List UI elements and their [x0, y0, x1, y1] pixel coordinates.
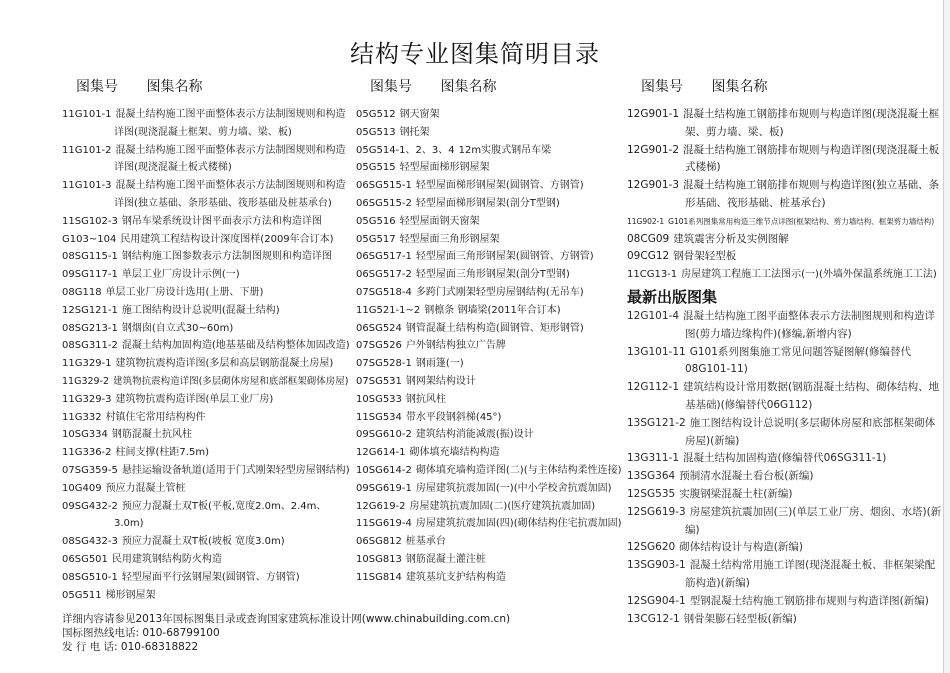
- catalog-entry: [356, 373, 624, 391]
- entry-code: 09SG117-1: [62, 269, 118, 281]
- catalog-entry: [627, 379, 942, 415]
- entry-code: 11G329-3: [62, 393, 112, 405]
- entry-name: 12m实腹式钢吊车梁: [458, 144, 552, 156]
- entry-code: 07SG528-1: [356, 358, 412, 370]
- catalog-entry: [62, 498, 350, 534]
- entry-name: 混凝土结构施工图平面整体表示方法制图规则和构造详图(现浇混凝土板式楼梯): [114, 144, 346, 174]
- entry-name: 房屋建筑工程施工工法图示(一)(外墙外保温系统施工工法): [681, 269, 937, 281]
- entry-name: 户外钢结构独立广告牌: [405, 340, 506, 352]
- entry-code: 12SG121-1: [62, 304, 118, 316]
- entry-code: 09SG610-2: [356, 429, 412, 441]
- entry-code: 11G101-1: [62, 109, 112, 120]
- catalog-entry: [627, 231, 942, 249]
- header-name: 图集名称: [146, 79, 203, 95]
- entry-code: 12G101-4: [627, 309, 680, 322]
- entry-name: 轻型屋面钢天窗架: [399, 215, 480, 227]
- entry-name: 混凝土结构施工钢筋排布规则与构造详图(现浇混凝土框架、剪力墙、梁、板): [683, 108, 940, 138]
- catalog-entry: [627, 142, 942, 178]
- catalog-entry: [62, 569, 350, 587]
- entry-code: 06SG515-1: [356, 180, 412, 192]
- hotline-label: 国标图热线电话:: [62, 627, 140, 639]
- catalog-entry: [356, 355, 624, 373]
- entry-name: 钢吊车梁系统设计图平面表示方法和构造详图: [121, 215, 322, 227]
- catalog-entry: [62, 284, 350, 302]
- entry-code: 06SG515-2: [356, 197, 412, 209]
- entry-name: 钢网架结构设计: [405, 375, 476, 387]
- catalog-entry: [627, 344, 942, 380]
- entry-name: 柱间支撑(柱距7.5m): [115, 447, 209, 459]
- catalog-entry: [356, 320, 624, 338]
- footer-note: 详细内容请参见2013年国标图集目录或查询国家建筑标准设计网(www.chinabuilding.com.cn): [62, 613, 511, 625]
- catalog-entry: [356, 569, 624, 587]
- entry-code: 09SG619-1: [356, 482, 412, 494]
- header-name: 图集名称: [440, 79, 497, 95]
- catalog-column-3: [627, 76, 942, 628]
- entry-name: 建筑物抗震构造详图(多层砌体房屋和底部框架砌体房屋): [113, 375, 349, 387]
- column-header: [356, 76, 624, 106]
- entry-code: 10SG533: [356, 393, 402, 405]
- entry-name: 钢抗风柱: [405, 393, 446, 405]
- entry-code: 05G514-1、2、3、4: [356, 144, 455, 156]
- entry-code: 13SG903-1: [627, 559, 686, 572]
- entry-name: G101系列图集常用构造三维节点详图(框架结构、剪力墙结构、框架剪力墙结构): [668, 216, 935, 226]
- entry-code: 12SG620: [627, 541, 676, 554]
- entry-name: 钢筋混凝土抗风柱: [111, 429, 192, 441]
- header-code: 图集号: [641, 79, 683, 95]
- sales-label: 发 行 电 话:: [62, 641, 118, 653]
- entry-code: 11G329-2: [62, 375, 110, 387]
- entry-name: 轻型屋面三角形钢屋架: [399, 233, 500, 245]
- catalog-entry: [356, 142, 624, 160]
- catalog-entry: [356, 159, 624, 177]
- catalog-entry: [356, 480, 624, 498]
- entry-code: G103~104: [62, 233, 117, 245]
- entry-code: 11G521-1~2: [356, 304, 421, 316]
- entry-name: 轻型屋面梯形钢屋架(圆钢管、方钢管): [415, 180, 584, 192]
- entry-code: 11SG619-4: [356, 518, 412, 530]
- catalog-entry: [627, 593, 942, 611]
- entry-code: 13G311-1: [627, 452, 680, 465]
- entry-code: 10SG813: [356, 553, 402, 565]
- catalog-column-2: [356, 76, 624, 587]
- entry-name: 带水平段钢斜梯(45°): [405, 411, 502, 423]
- entry-name: 钢结构施工图参数表示方法制图规则和构造详图: [121, 251, 332, 263]
- entry-name: 钢檩条 钢墙梁(2011年合订本): [424, 304, 561, 316]
- entry-code: 06SG524: [356, 322, 402, 334]
- catalog-column-1: [62, 76, 350, 604]
- entry-code: 13G101-11: [627, 345, 686, 358]
- catalog-entry: [62, 444, 350, 462]
- hotline-number: 010-68799100: [142, 627, 220, 639]
- entry-code: 11CG13-1: [627, 269, 678, 281]
- catalog-entry: [62, 373, 350, 391]
- entry-list: [356, 106, 624, 587]
- entry-code: 08G118: [62, 286, 102, 298]
- entry-name: 施工图结构设计总说明(混凝土结构): [121, 304, 280, 316]
- entry-name: 建筑物抗震构造详图(多层和高层钢筋混凝土房屋): [115, 358, 334, 370]
- catalog-entry: [356, 551, 624, 569]
- entry-name: 桩基承台: [405, 536, 446, 548]
- entry-code: 12G901-1: [627, 108, 680, 120]
- entry-name: 建筑震害分析及实例图解: [673, 232, 789, 245]
- catalog-entry: [627, 486, 942, 504]
- entry-code: 06SG501: [62, 553, 108, 565]
- entry-name: 砌体填充墙结构构造: [409, 447, 500, 459]
- catalog-entry: [356, 177, 624, 195]
- entry-name: 钢烟囱(自立式30~60m): [121, 322, 234, 334]
- entry-name: 混凝土结构常用施工详图(现浇混凝土板、非框架梁配筋构造)(新编): [685, 559, 936, 589]
- entry-name: 预制清水混凝土看台板(新编): [679, 470, 814, 483]
- catalog-entry: [62, 462, 350, 480]
- catalog-entry: [627, 106, 942, 142]
- entry-name: 混凝土结构施工图平面整体表示方法制图规则和构造详图(现浇混凝土框架、剪力墙、梁、板): [114, 109, 346, 138]
- header-code: 图集号: [370, 79, 412, 95]
- catalog-entry: [62, 266, 350, 284]
- entry-code: 08SG510-1: [62, 571, 118, 583]
- entry-name: 混凝土结构施工图平面整体表示方法制图规则和构造详图(剪力墙边缘构件)(修编,新增内容): [683, 309, 936, 340]
- entry-code: 10SG614-2: [356, 464, 412, 476]
- catalog-entry: [62, 480, 350, 498]
- entry-name: 混凝土结构施工钢筋排布规则与构造详图(独立基础、条形基础、筏形基础、桩基承台): [683, 179, 940, 209]
- catalog-entry: [356, 498, 624, 516]
- catalog-entry: [356, 266, 624, 284]
- entry-name: 混凝土结构施工钢筋排布规则与构造详图(现浇混凝土板式楼梯): [683, 143, 940, 174]
- entry-code: 08SG311-2: [62, 340, 118, 352]
- entry-code: 12G614-1: [356, 447, 406, 459]
- catalog-entry: [62, 177, 350, 213]
- entry-code: 05G512: [356, 109, 396, 120]
- catalog-entry: [356, 124, 624, 142]
- catalog-entry: [356, 195, 624, 213]
- entry-code: 11G336-2: [62, 447, 112, 459]
- catalog-entry: [356, 106, 624, 124]
- entry-name: 钢管混凝土结构构造(圆钢管、矩形钢管): [405, 322, 584, 334]
- entry-list: [627, 106, 942, 284]
- catalog-entry: [356, 409, 624, 427]
- column-header: [62, 76, 350, 106]
- entry-name: 钢天窗架: [399, 109, 440, 120]
- entry-code: 10SG334: [62, 429, 108, 441]
- entry-name: 房屋建筑抗震加固(一)(中小学校舍抗震加固): [415, 482, 612, 494]
- catalog-entry: [62, 355, 350, 373]
- catalog-entry: [356, 426, 624, 444]
- entry-name: 房屋建筑抗震加固(二)(医疗建筑抗震加固): [409, 500, 596, 512]
- entry-code: 08CG09: [627, 232, 670, 245]
- catalog-entry: [62, 391, 350, 409]
- entry-name: 施工图结构设计总说明(多层砌体房屋和底部框架砌体房屋)(新编): [685, 416, 936, 447]
- catalog-entry: [356, 391, 624, 409]
- catalog-entry: [62, 337, 350, 355]
- entry-code: 07SG359-5: [62, 464, 118, 476]
- entry-name: 民用建筑工程结构设计深度图样(2009年合订本): [120, 233, 334, 245]
- entry-code: 13CG12-1: [627, 612, 680, 625]
- sales-row: [62, 640, 510, 654]
- catalog-entry: [627, 450, 942, 468]
- entry-code: 07SG518-4: [356, 286, 412, 298]
- entry-name: 梯形钢屋架: [105, 589, 156, 601]
- entry-code: 07SG531: [356, 375, 402, 387]
- catalog-entry: [356, 515, 624, 533]
- entry-name: 建筑物抗震构造详图(单层工业厂房): [115, 393, 274, 405]
- entry-name: 建筑结构设计常用数据(钢筋混凝土结构、砌体结构、地基基础)(修编替代06G112): [683, 381, 940, 411]
- entry-name: 钢托架: [399, 126, 430, 138]
- entry-code: 11SG102-3: [62, 215, 118, 227]
- entry-code: 06SG517-1: [356, 251, 412, 263]
- catalog-entry: [627, 308, 942, 344]
- catalog-entry: [356, 337, 624, 355]
- entry-code: 06SG812: [356, 536, 402, 548]
- catalog-entry: [356, 462, 624, 480]
- catalog-entry: [627, 504, 942, 540]
- entry-name: 混凝土结构加固构造(地基基础及结构整体加固改造): [121, 340, 350, 352]
- entry-code: 05G513: [356, 126, 396, 138]
- entry-name: 悬挂运输设备轨道(适用于门式刚架轻型房屋钢结构): [121, 464, 350, 476]
- entry-code: 05G516: [356, 215, 396, 227]
- catalog-entry: [627, 415, 942, 451]
- entry-code: 12G901-3: [627, 179, 680, 192]
- entry-name: 钢骨架轻型板: [673, 250, 737, 263]
- catalog-entry: [356, 284, 624, 302]
- entry-name: 混凝土结构施工图平面整体表示方法制图规则和构造详图(独立基础、条形基础、筏形基础及桩基承台): [114, 180, 346, 209]
- entry-name: 预应力混凝土双T板(平板,宽度2.0m、2.4m、3.0m): [114, 500, 327, 530]
- header-code: 图集号: [76, 79, 118, 95]
- entry-code: 11SG814: [356, 571, 402, 583]
- entry-name: 多跨门式刚架轻型房屋钢结构(无吊车): [415, 286, 584, 298]
- catalog-entry: [356, 231, 624, 249]
- catalog-entry: [62, 248, 350, 266]
- entry-code: 05G515: [356, 162, 396, 174]
- catalog-entry: [627, 557, 942, 593]
- catalog-entry: [62, 426, 350, 444]
- catalog-entry: [627, 177, 942, 213]
- entry-code: 09CG12: [627, 250, 670, 263]
- entry-code: 12SG904-1: [627, 594, 686, 607]
- entry-name: 轻型屋面三角形钢屋架(圆钢管、方钢管): [415, 251, 594, 263]
- catalog-entry: [356, 533, 624, 551]
- entry-code: 12SG535: [627, 487, 676, 500]
- catalog-entry: [62, 409, 350, 427]
- entry-name: 轻型屋面平行弦钢屋架(圆钢管、方钢管): [121, 571, 300, 583]
- catalog-entry: [62, 320, 350, 338]
- catalog-entry: [627, 539, 942, 557]
- catalog-entry: [627, 468, 942, 486]
- entry-code: 11G101-3: [62, 180, 112, 192]
- entry-name: 砌体填充墙构造详图(二)(与主体结构柔性连接): [415, 464, 622, 476]
- catalog-entry: [62, 142, 350, 178]
- header-name: 图集名称: [711, 79, 768, 95]
- entry-code: 08SG115-1: [62, 251, 118, 263]
- catalog-entry: [356, 302, 624, 320]
- entry-code: 07SG526: [356, 340, 402, 352]
- entry-name: 型钢混凝土结构施工钢筋排布规则与构造详图(新编): [689, 594, 929, 607]
- entry-code: 12G619-2: [356, 500, 406, 512]
- entry-code: 11SG534: [356, 411, 402, 423]
- new-entry-list: [627, 308, 942, 628]
- entry-code: 13SG364: [627, 470, 676, 483]
- catalog-entry: [62, 587, 350, 605]
- entry-code: 09SG432-2: [62, 500, 118, 512]
- entry-code: 12SG619-3: [627, 505, 686, 518]
- catalog-entry: [356, 248, 624, 266]
- entry-code: 13SG121-2: [627, 416, 686, 429]
- entry-code: 06SG517-2: [356, 269, 412, 281]
- entry-name: 轻型屋面三角形钢屋架(剖分T型钢): [415, 269, 570, 281]
- entry-list: [62, 106, 350, 604]
- entry-code: 10G409: [62, 482, 102, 494]
- entry-name: 建筑结构消能减震(振)设计: [415, 429, 534, 441]
- catalog-entry: [62, 533, 350, 551]
- sales-number: 010-68318822: [120, 641, 199, 653]
- entry-code: 12G901-2: [627, 143, 680, 156]
- entry-name: G101系列图集施工常见问题答疑图解(修编替代08G101-11): [685, 345, 911, 376]
- catalog-entry: [356, 444, 624, 462]
- entry-name: 钢雨篷(一): [415, 358, 464, 370]
- entry-name: 建筑基坑支护结构构造: [405, 571, 506, 583]
- entry-name: 轻型屋面梯形钢屋架: [399, 162, 490, 174]
- entry-name: 轻型屋面梯形钢屋架(剖分T型钢): [415, 197, 560, 209]
- catalog-entry: [356, 213, 624, 231]
- hotline-row: [62, 626, 510, 640]
- footer: [62, 612, 510, 654]
- entry-code: 12G112-1: [627, 381, 680, 394]
- catalog-entry: [62, 106, 350, 142]
- entry-name: 房屋建筑抗震加固(三)(单层工业厂房、烟囱、水塔)(新编): [685, 505, 942, 536]
- entry-code: 08SG213-1: [62, 322, 118, 334]
- catalog-entry: [62, 213, 350, 231]
- column-header: [627, 76, 942, 106]
- catalog-entry: [627, 266, 942, 284]
- catalog-entry: [62, 231, 350, 249]
- entry-name: 预应力混凝土管桩: [105, 482, 186, 494]
- page-title: 结构专业图集简明目录: [350, 40, 600, 68]
- entry-code: 08SG432-3: [62, 536, 118, 548]
- catalog-entry: [627, 248, 942, 266]
- entry-code: 11G329-1: [62, 358, 112, 370]
- catalog-entry: [627, 213, 942, 231]
- new-section-title: 最新出版图集: [627, 287, 718, 306]
- entry-code: 05G517: [356, 233, 396, 245]
- entry-code: 05G511: [62, 589, 102, 601]
- entry-name: 钢筋混凝土灌注桩: [405, 553, 486, 565]
- entry-name: 钢骨架膨石轻型板(新编): [683, 612, 797, 625]
- entry-name: 砌体结构设计与构造(新编): [679, 541, 803, 554]
- catalog-entry: [627, 611, 942, 629]
- page-edge: [943, 0, 950, 673]
- entry-name: 预应力混凝土双T板(坡板 宽度3.0m): [121, 536, 285, 548]
- entry-code: 11G902-1: [627, 216, 665, 226]
- catalog-entry: [62, 302, 350, 320]
- entry-name: 单层工业厂房设计示例(一): [121, 269, 240, 281]
- entry-name: 实腹钢梁混凝土柱(新编): [679, 487, 793, 500]
- entry-name: 房屋建筑抗震加固(四)(砌体结构住宅抗震加固): [415, 518, 622, 530]
- entry-name: 混凝土结构加固构造(修编替代06SG311-1): [683, 452, 887, 465]
- entry-code: 11G332: [62, 411, 102, 423]
- entry-name: 民用建筑钢结构防火构造: [111, 553, 222, 565]
- entry-code: 11G101-2: [62, 144, 112, 156]
- catalog-entry: [62, 551, 350, 569]
- entry-name: 村镇住宅常用结构构件: [105, 411, 206, 423]
- entry-name: 单层工业厂房设计选用(上册、下册): [105, 286, 264, 298]
